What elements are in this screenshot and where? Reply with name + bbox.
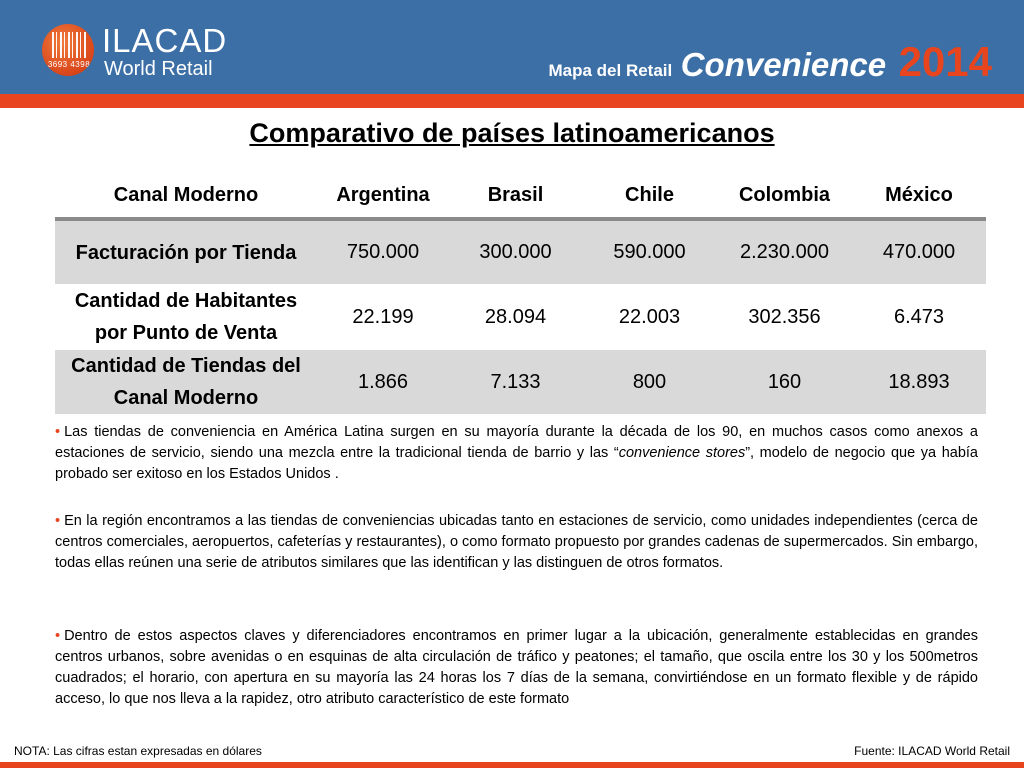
row-label bbox=[55, 350, 317, 414]
row-label-line: Cantidad de Habitantes bbox=[74, 290, 298, 312]
bullet-icon: • bbox=[55, 628, 61, 644]
table-cell: 470.000 bbox=[882, 241, 956, 263]
row-label bbox=[55, 285, 317, 349]
table-row bbox=[55, 284, 986, 350]
footer-source: Fuente: ILACAD World Retail bbox=[854, 744, 1010, 758]
table-cell: 6.473 bbox=[893, 305, 945, 328]
bullet-icon: • bbox=[55, 513, 61, 529]
row-label-line: Canal Moderno bbox=[113, 387, 259, 409]
column-header: Brasil bbox=[487, 183, 544, 206]
column-header: Argentina bbox=[336, 183, 430, 206]
table-cell: 300.000 bbox=[479, 241, 552, 263]
table-cell: 1.866 bbox=[357, 370, 409, 393]
paragraph-text: Las tiendas de conveniencia en América Latina surgen en su mayoría durante la década de los 90, en muchos casos como anexos a estaciones de servicio, siendo una mezcla entre la tradicional tienda de barrio y las “ bbox=[55, 424, 978, 461]
paragraph-italic: convenience stores bbox=[618, 445, 746, 461]
table-cell: 160 bbox=[767, 370, 802, 393]
table-cell: 22.199 bbox=[352, 305, 414, 328]
table-cell: 590.000 bbox=[613, 241, 686, 263]
comparison-table bbox=[55, 173, 986, 414]
table-row bbox=[55, 350, 986, 414]
header-band bbox=[0, 0, 1024, 94]
table-header bbox=[55, 173, 986, 221]
table-cell: 302.356 bbox=[748, 305, 821, 328]
bullet-icon: • bbox=[55, 424, 61, 440]
header-accent-stripe bbox=[0, 94, 1024, 108]
convenience-label: Convenience bbox=[680, 46, 887, 83]
footer-note: NOTA: Las cifras estan expresadas en dólares bbox=[14, 744, 262, 758]
footer-accent-stripe bbox=[0, 762, 1024, 768]
mapa-label: Mapa del Retail bbox=[548, 61, 673, 80]
column-header: Chile bbox=[625, 183, 674, 206]
header-caption bbox=[548, 38, 992, 88]
column-header: Canal Moderno bbox=[113, 183, 259, 206]
column-header: México bbox=[885, 183, 953, 206]
year-label: 2014 bbox=[898, 38, 992, 85]
paragraph-2 bbox=[55, 511, 978, 574]
table-cell: 22.003 bbox=[618, 305, 681, 328]
paragraph-3 bbox=[55, 626, 978, 710]
row-label: Facturación por Tienda bbox=[75, 241, 297, 264]
table-cell: 750.000 bbox=[346, 241, 420, 263]
table-cell: 800 bbox=[632, 370, 667, 393]
page-title: Comparativo de países latinoamericanos bbox=[249, 118, 775, 148]
paragraph-text: Dentro de estos aspectos claves y diferenciadores encontramos en primer lugar a la ubicación, generalmente establecidas en grandes centros urbanos, sobre avenidas o en esquinas de alta circulación de tráfico y peatones; el tamaño, que oscila entre los 30 y los 500metros cuadrados; el horario, con apertura en su mayoría las 24 horas los 7 días de la semana, convirtiéndose en un formato flexible y de rápido acceso, lo que nos lleva a la rapidez, otro atributo característico de este formato bbox=[55, 628, 978, 707]
table-row bbox=[55, 221, 986, 284]
paragraph-text: ”, modelo de negocio que ya había probado ser exitoso en los Estados Unidos . bbox=[55, 445, 978, 482]
table-cell: 28.094 bbox=[484, 305, 547, 328]
paragraph-text: En la región encontramos a las tiendas de conveniencias ubicadas tanto en estaciones de servicio, como unidades independientes (cerca de centros comerciales, aeropuertos, cafeterías y restaurantes), o como formato propuesto por grandes cadenas de supermercados. Sin embargo, todas ellas reúnen una serie de atributos similares que las identifican y las distinguen de otros formatos. bbox=[55, 513, 978, 571]
logo-subtitle: World Retail bbox=[104, 58, 213, 80]
logo-numbers: 3693 4398 bbox=[47, 60, 91, 69]
table-cell: 18.893 bbox=[888, 370, 950, 393]
logo-title: ILACAD bbox=[102, 22, 228, 59]
column-header: Colombia bbox=[738, 183, 831, 206]
barcode-globe-icon bbox=[42, 24, 94, 76]
row-label-line: Cantidad de Tiendas del bbox=[71, 355, 301, 377]
row-label-line: por Punto de Venta bbox=[94, 322, 278, 344]
table-cell: 2.230.000 bbox=[740, 241, 829, 263]
ilacad-logo bbox=[40, 20, 240, 82]
footer bbox=[0, 742, 1024, 762]
table-cell: 7.133 bbox=[490, 370, 541, 393]
paragraph-1 bbox=[55, 422, 978, 485]
